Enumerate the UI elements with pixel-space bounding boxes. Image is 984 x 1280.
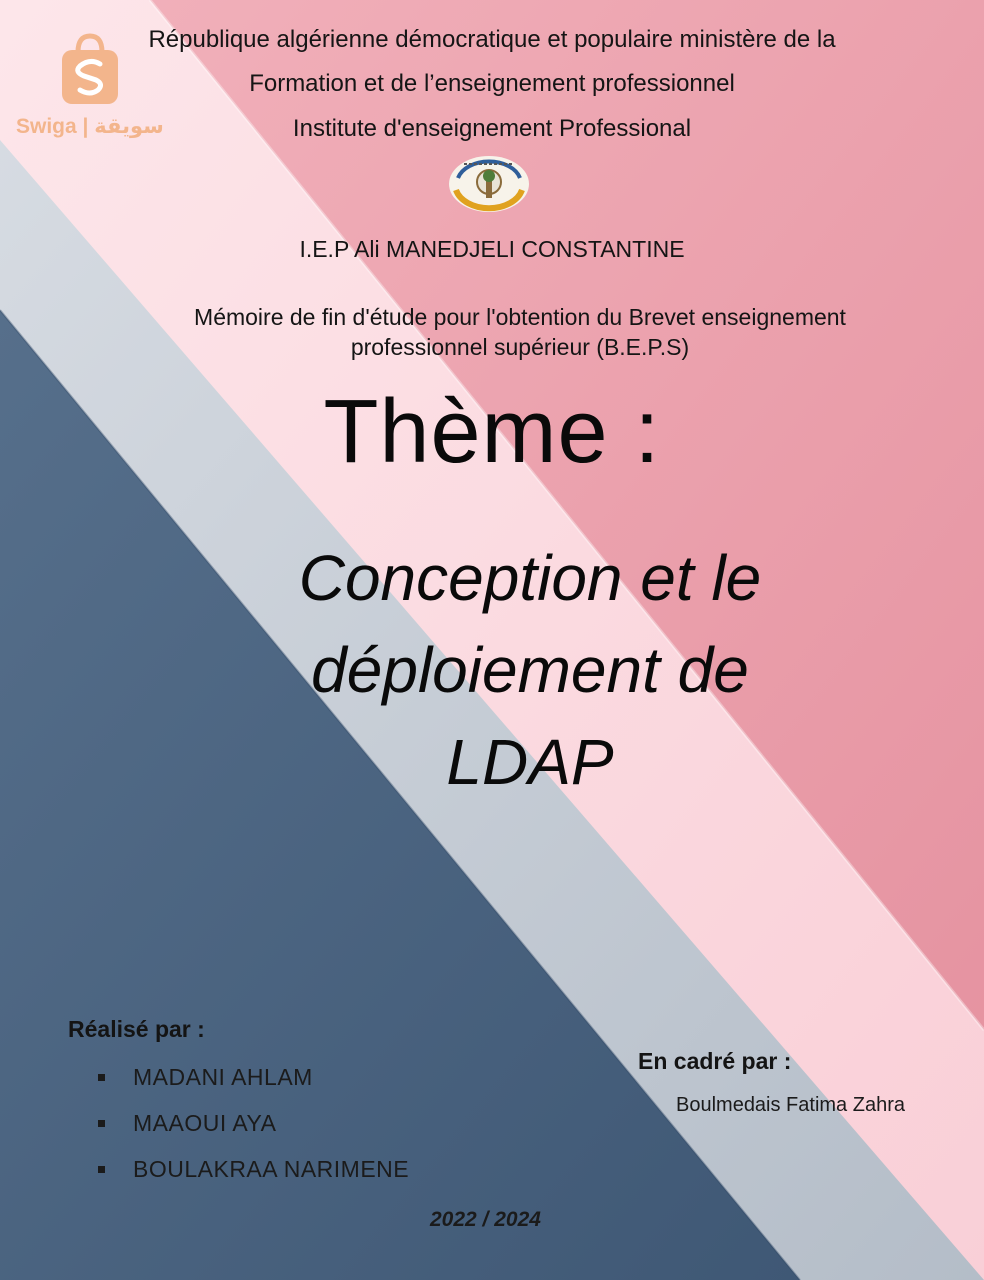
- header-line-1: République algérienne démocratique et populaire ministère de la: [148, 26, 836, 53]
- watermark-text: Swiga | سويقة: [16, 115, 164, 138]
- author-name: MAAOUI AYA: [133, 1110, 277, 1136]
- author-name: MADANI AHLAM: [133, 1064, 313, 1090]
- realise-label: Réalisé par :: [68, 1016, 205, 1042]
- title-line-2: déploiement de: [311, 634, 749, 706]
- author-name: BOULAKRAA NARIMENE: [133, 1156, 410, 1182]
- thesis-title: [170, 532, 890, 808]
- bullet-icon: [98, 1120, 105, 1127]
- school-name: I.E.P Ali MANEDJELI CONSTANTINE: [299, 236, 685, 262]
- title-line-3: LDAP: [446, 726, 614, 798]
- supervisor-name: Boulmedais Fatima Zahra: [676, 1094, 905, 1116]
- theme-label: Thème :: [323, 382, 661, 482]
- bullet-icon: [98, 1074, 105, 1081]
- bullet-icon: [98, 1166, 105, 1173]
- title-line-1: Conception et le: [298, 542, 762, 614]
- institute-emblem-icon: [444, 152, 534, 214]
- authors-list: [96, 1060, 409, 1198]
- header-line-3: Institute d'enseignement Professional: [292, 115, 692, 142]
- header-line-2: Formation et de l’enseignement professionnel: [249, 70, 735, 97]
- memoire-description: Mémoire de fin d'étude pour l'obtention du Brevet enseignement professionnel supérieur (B.E.P.S): [194, 304, 846, 360]
- encadre-label: En cadré par :: [638, 1048, 792, 1074]
- list-item: [96, 1060, 409, 1106]
- list-item: [96, 1152, 409, 1198]
- academic-year: 2022 / 2024: [430, 1208, 541, 1231]
- list-item: [96, 1106, 409, 1152]
